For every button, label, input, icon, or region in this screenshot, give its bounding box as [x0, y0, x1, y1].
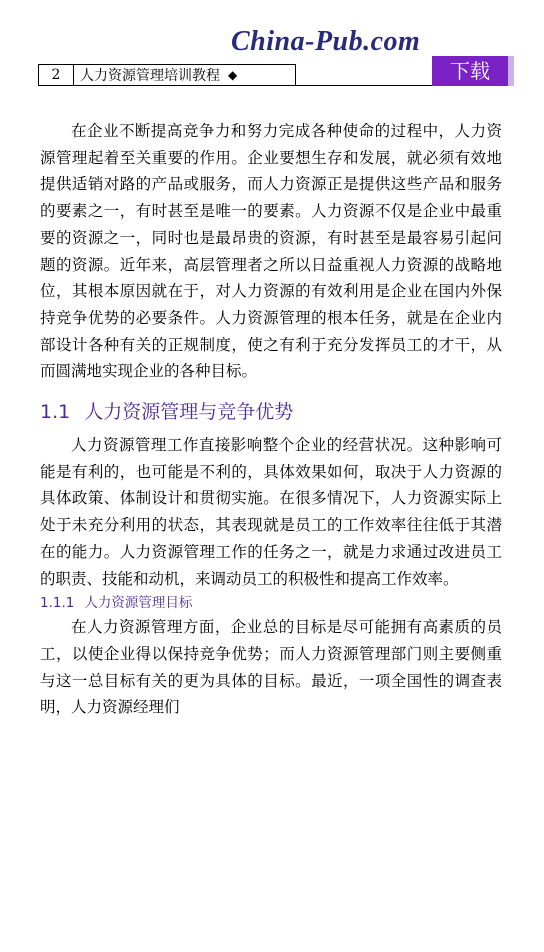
- section-paragraph: 人力资源管理工作直接影响整个企业的经营状况。这种影响可能是有利的，也可能是不利的，具体效果如何，取决于人力资源的具体政策、体制设计和贯彻实施。在很多情况下，人力资源实际上处于未充分利用的状态，其表现就是员工的工作效率往往低于其潜在的能力。人力资源管理工作的任务之一，就是力求通过改进员工的职责、技能和动机，来调动员工的积极性和提高工作效率。: [40, 436, 502, 588]
- running-header: [38, 64, 296, 86]
- section-title: 人力资源管理与竞争优势: [84, 401, 294, 424]
- section-heading: [40, 397, 502, 424]
- subsection-title: 人力资源管理目标: [84, 595, 193, 612]
- page-body: [40, 118, 502, 721]
- subsection-heading: [40, 592, 502, 614]
- section-number: 1.1: [40, 401, 71, 424]
- intro-paragraph: 在企业不断提高竞争力和努力完成各种使命的过程中，人力资源管理起着至关重要的作用。企业要想生存和发展，就必须有效地提供适销对路的产品或服务，而人力资源正是提供这些产品和服务的要素之一，有时甚至是唯一的要素。人力资源不仅是企业中最重要的资源之一，同时也是最昂贵的资源，有时甚至是最容易引起问题的资源。近年来，高层管理者之所以日益重视人力资源的战略地位，其根本原因就在于，对人力资源的有效利用是企业在国内外保持竞争优势的必要条件。人力资源管理的根本任务，就是在企业内部设计各种有关的正规制度，使之有利于充分发挥员工的才干，从而圆满地实现企业的各种目标。: [40, 122, 502, 381]
- china-pub-watermark: [231, 26, 420, 58]
- watermark-text-mid: Pub: [314, 26, 364, 57]
- book-title: 人力资源管理培训教程: [80, 68, 220, 84]
- subsection-paragraph: 在人力资源管理方面，企业总的目标是尽可能拥有高素质的员工，以使企业得以保持竞争优势；而人力资源管理部门则主要侧重与这一总目标有关的更为具体的目标。最近，一项全国性的调查表明，人力资源经理们: [40, 618, 502, 717]
- subsection-number: 1.1.1: [40, 595, 75, 612]
- download-button[interactable]: 下载: [432, 56, 514, 86]
- watermark-text-left: China-: [231, 26, 315, 57]
- diamond-icon: ◆: [228, 68, 238, 82]
- header-rule: [296, 85, 432, 86]
- page-number: 2: [39, 65, 74, 85]
- watermark-text-right: .com: [363, 26, 421, 57]
